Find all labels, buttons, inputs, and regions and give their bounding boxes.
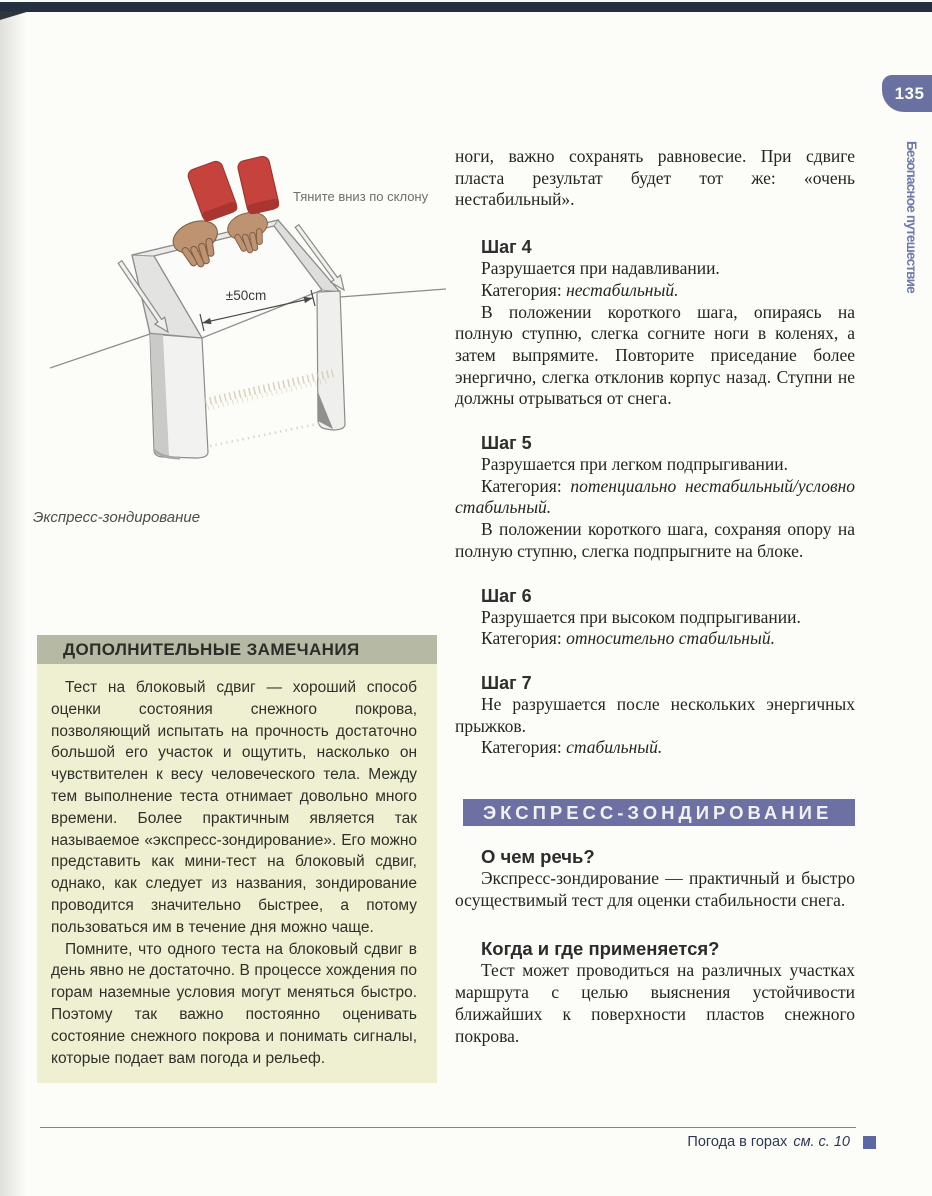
footer [687,1134,876,1150]
notes-paragraph: Тест на блоковый сдвиг — хороший способ оценки состояния снежного покрова, позволяющий испытать на прочность достаточно большой его участок и ощутить, насколько он чувствителен к весу человеческого тела. Между тем выполнение теста отнимает довольно много времени. Более практичным является так называемое «экспресс-зондирование». Его можно представить как мини-тест на блоковый сдвиг, однако, как следует из названия, зондирование проводится значительно быстрее, а потому пользоваться им в течение дня можно чаще. [51,679,417,936]
dimension-label: ±50cm [225,288,267,303]
subsection-where-title: Когда и где применяется? [481,938,720,960]
step-7-category: Категория: стабильный. [481,737,663,758]
section-header-express-probing: ЭКСПРЕСС-ЗОНДИРОВАНИЕ [463,799,855,826]
figure-pull-label: Тяните вниз по склону [293,189,429,204]
step-4-category: Категория: нестабильный. [481,279,679,300]
subsection-what-title: О чем речь? [481,846,595,868]
footer-text: Погода в горах [687,1134,788,1150]
page-number-badge [882,75,932,112]
red-sleeve-icon [186,159,238,222]
step-4-detail: В положении короткого шага, опираясь на полную ступню, слегка согните ноги в коленях, а затем выпрямите. Повторите приседание более энергично, слегка отклонив корпус назад. Ступни не должны отрываться от снега. [455,301,855,409]
snow-block-illustration [50,140,450,460]
step-6-category: Категория: относительно стабильный. [481,628,775,649]
scan-left-shading [0,12,26,1196]
notes-box-title: ДОПОЛНИТЕЛЬНЫЕ ЗАМЕЧАНИЯ [37,635,437,664]
chapter-edge-tab: Безопасное путешествие [904,141,919,293]
step-5-detail: В положении короткого шага, сохраняя опору на полную ступню, слегка подпрыгните на блоке. [455,519,855,561]
step-5-title: Шаг 5 [481,433,532,454]
intro-paragraph: ноги, важно сохранять равновесие. При сдвиге пласта результат будет тот же: «очень нестабильный». [455,146,855,210]
step-6-result: Разрушается при высоком подпрыгивании. [481,606,801,627]
page-corner-shadow [0,11,30,20]
footer-rule [40,1127,856,1128]
red-sleeve-icon [237,155,280,215]
step-7-result: Не разрушается после нескольких энергичных прыжков. [455,693,855,736]
weak-layer-stipple [205,373,333,446]
subsection-where-text: Тест может проводиться на различных участках маршрута с целью выяснения устойчивости ближайших к поверхности пластов снежного покрова. [455,960,855,1046]
step-6-title: Шаг 6 [481,585,532,606]
figure-caption: Экспресс-зондирование [33,509,201,526]
step-5-result: Разрушается при легком подпрыгивании. [481,454,788,475]
step-4-title: Шаг 4 [481,237,532,258]
main-text-column [455,0,855,1047]
notes-box-body [37,664,437,1083]
subsection-what-text: Экспресс-зондирование — практичный и быстро осуществимый тест для оценки стабильности снега. [455,868,855,910]
page-number: 135 [894,83,925,103]
footer-square-icon [863,1136,876,1149]
step-5-category: Категория: потенциально нестабильный/условно стабильный. [455,475,855,518]
notes-box [37,635,437,1083]
step-4-result: Разрушается при надавливании. [481,258,720,279]
step-7-title: Шаг 7 [481,672,532,693]
notes-paragraph: Помните, что одного теста на блоковый сдвиг в день явно не достаточно. В процессе хождения по горам наземные условия могут меняться быстро. Поэтому так важно постоянно оценивать состояние снежного покрова и понимать сигналы, которые подает вам погода и рельеф. [51,940,417,1067]
footer-page-reference: см. с. 10 [793,1134,850,1150]
